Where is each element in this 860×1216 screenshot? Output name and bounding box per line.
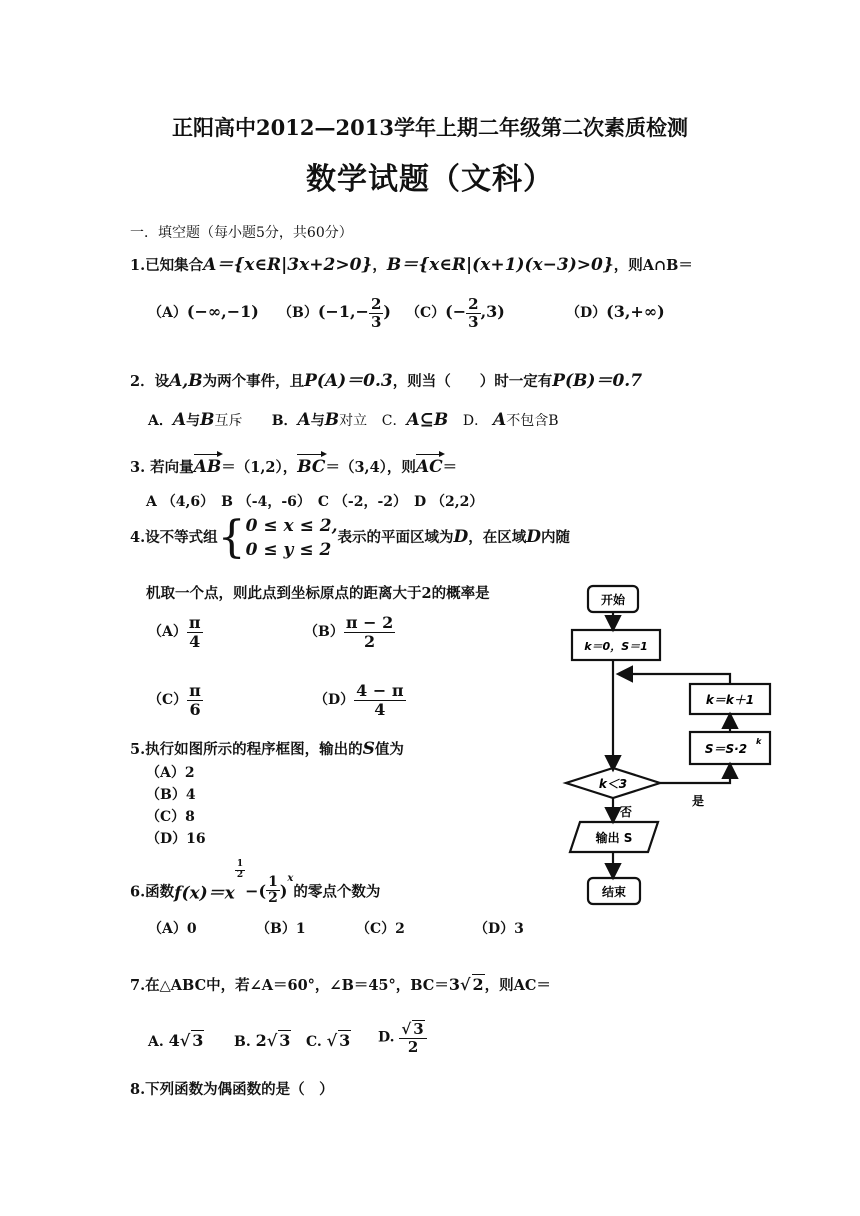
q2-var: A (493, 410, 507, 430)
q3-vector-bc-value: ＝（3,4），则 (325, 459, 416, 476)
q1-option-b-pre: (−1,− (317, 302, 369, 321)
q5-tail: 值为 (374, 741, 404, 758)
q4-inequality-2: 0 ≤ y ≤ 2 (245, 540, 332, 560)
q4-option-b-fraction (344, 614, 395, 650)
q1-option-a (148, 302, 259, 322)
q3-vector-ab: AB (193, 457, 222, 477)
q3-vector-ac-value: ＝ (442, 459, 458, 476)
question-7 (130, 974, 551, 995)
q1-set-a: A＝{x∈R|3x+2>0} (203, 255, 373, 275)
q6-stem: 6.函数 (130, 883, 175, 901)
q2-option-d-label: D． (462, 413, 489, 429)
q1-option-c-post: ,3) (480, 302, 505, 321)
q4-option-d-label: （D） (314, 692, 355, 709)
q1-option-b-fraction (369, 296, 383, 330)
q7-option-d-fraction (399, 1020, 426, 1055)
q5-option-a: （A）2 (146, 765, 195, 781)
flow-condition-label: k＜3 (598, 777, 628, 791)
q2-text: 与 (186, 413, 201, 429)
q4-option-b-label: （B） (304, 624, 344, 641)
q6-option-b: （B）1 (256, 921, 306, 937)
q4-line2: 机取一个点，则此点到坐标原点的距离大于2的概率是 (146, 585, 490, 602)
flow-yes-label: 是 (692, 794, 705, 808)
q1-option-c-fraction (466, 296, 480, 330)
q6-option-a: （A）0 (148, 921, 197, 937)
q4-option-b (304, 614, 395, 650)
flow-start-label: 开始 (600, 593, 626, 607)
q7-option-d (378, 1020, 427, 1055)
q1-tail: ，则A∩B＝ (613, 257, 693, 274)
flow-init-label: k＝0，S＝1 (584, 640, 648, 653)
q2-prob-a: P(A)＝0.3 (304, 371, 393, 391)
q2-text: 互斥 (214, 413, 243, 429)
question-6 (130, 860, 380, 907)
q3-vector-bc: BC (297, 457, 326, 477)
q1-option-d-label: （D） (566, 305, 607, 321)
q4-option-d-den: 4 (374, 699, 386, 719)
q1-option-c-num: 2 (468, 295, 479, 313)
q4-option-b-num: π − 2 (345, 613, 394, 632)
q4-option-c-fraction (187, 682, 203, 718)
q4-inequality-1: 0 ≤ x ≤ 2, (245, 516, 338, 536)
flow-update-exponent: k (756, 737, 762, 746)
question-3 (130, 456, 457, 477)
q1-option-b-post: ) (383, 302, 391, 321)
q5-option-b: （B）4 (146, 787, 196, 803)
q7-option-a-coef: 4 (168, 1031, 180, 1050)
program-flowchart (560, 580, 780, 920)
q7-option-a (148, 1030, 204, 1050)
q4-mid: 表示的平面区域为 (337, 529, 454, 546)
q1-option-b (278, 296, 391, 330)
flow-output-label: 输出 S (595, 831, 633, 845)
q7-option-b-radical: √ (266, 1031, 278, 1050)
q6-option-c: （C）2 (356, 921, 405, 937)
q2-option-c-label: C． (381, 413, 407, 429)
q7-option-d-radicand: 3 (413, 1020, 424, 1038)
q2-option-a-label: A． (148, 413, 173, 429)
q4-region: D (453, 527, 469, 547)
q4-left-brace: { (217, 512, 246, 563)
q7-option-d-num: √ 3 (399, 1020, 426, 1039)
q2-option-b-label: B． (271, 413, 298, 429)
q7-option-a-label: A. (148, 1034, 164, 1050)
q1-option-c-den: 3 (468, 312, 479, 331)
q2-stem: 2．设 (130, 373, 170, 390)
q6-paren: ) (279, 881, 288, 901)
q1-option-b-den: 3 (370, 312, 382, 331)
question-5 (130, 738, 404, 759)
q7-bc-radical: √ (459, 975, 471, 994)
q1-set-b: B＝{x∈R|(x+1)(x−3)>0} (386, 255, 614, 275)
q7-option-c (306, 1030, 351, 1050)
q7-option-a-radicand: 3 (192, 1031, 204, 1050)
q5-option-d: （D）16 (146, 831, 206, 847)
q4-mid2: ，在区域 (468, 529, 527, 546)
flow-increment-label: k＝k＋1 (705, 693, 755, 707)
q3-stem: 3. 若向量 (130, 459, 194, 476)
q4-option-c-num: π (189, 681, 201, 700)
q7-option-c-label: C. (306, 1034, 322, 1050)
q2-text: 不包含B (506, 413, 559, 429)
q4-stem: 4.设不等式组 (130, 529, 218, 546)
question-1 (130, 250, 693, 275)
q1-option-c (406, 296, 505, 330)
flow-end-label: 结束 (601, 885, 627, 899)
q4-option-d-fraction (354, 682, 405, 718)
q2-events: A,B (169, 371, 203, 391)
q6-exp-den: 2 (236, 869, 244, 880)
q2-options (148, 410, 559, 430)
question-8: 8.下列函数为偶函数的是（ ） (130, 1081, 334, 1098)
q7-option-d-den: 2 (407, 1037, 419, 1056)
q6-minus: −( (245, 881, 267, 901)
q3-options: A （4,6） B （-4，-6） C （-2，-2） D （2,2） (146, 494, 484, 510)
q4-option-c-den: 6 (189, 699, 201, 719)
section-heading: 一．填空题（每小题5分，共60分） (130, 225, 353, 241)
q7-option-c-radicand: 3 (339, 1031, 351, 1050)
q4-option-d-num: 4 − π (356, 681, 404, 700)
q7-bc-radicand: 2 (472, 975, 484, 994)
q4-option-a-fraction (187, 614, 203, 650)
q6-x-exponent: x (287, 872, 294, 884)
q1-option-a-value: (−∞,−1) (186, 302, 259, 321)
q6-tail: 的零点个数为 (293, 883, 381, 901)
q6-num: 1 (268, 874, 278, 890)
q5-stem: 5.执行如图所示的程序框图，输出的 (130, 741, 363, 758)
q1-option-c-label: （C） (406, 305, 446, 321)
q1-option-a-label: （A） (148, 305, 187, 321)
q4-option-c-label: （C） (148, 692, 188, 709)
q2-var: B (200, 410, 215, 430)
q4-option-a (148, 614, 203, 650)
q7-tail: ，则AC＝ (484, 977, 551, 994)
q4-option-a-num: π (188, 613, 201, 632)
q7-option-b-coef: 2 (255, 1031, 267, 1050)
q4-tail: 内随 (541, 529, 571, 546)
q3-vector-ab-value: ＝（1,2）， (221, 459, 298, 476)
q2-mid: 为两个事件，且 (202, 373, 305, 390)
q2-subset: A⊆B (406, 410, 449, 430)
q6-exponent (235, 860, 245, 881)
q6-option-d: （D）3 (474, 921, 524, 937)
q6-den: 2 (268, 890, 278, 907)
q4-region: D (526, 527, 542, 547)
q7-bc-coef: 3 (448, 975, 460, 994)
q7-option-b (234, 1030, 291, 1050)
q4-option-a-den: 4 (189, 631, 201, 651)
q7-stem: 7.在△ABC中，若∠A＝60°，∠B＝45°，BC＝ (130, 977, 449, 994)
q2-text: 与 (310, 413, 325, 429)
q6-function: f(x)＝x (174, 883, 235, 904)
q3-vector-ac: AC (415, 457, 443, 477)
q1-option-d (566, 302, 665, 322)
q2-text: 对立 (339, 413, 368, 429)
exam-subject-title: 数学试题（文科） (306, 162, 554, 197)
q1-option-d-value: (3,+∞) (606, 302, 665, 321)
q4-option-c (148, 682, 203, 718)
q5-var-s: S (362, 739, 375, 759)
q4-inequality-system (246, 514, 338, 562)
q7-option-b-radicand: 3 (279, 1031, 291, 1050)
q7-option-b-label: B. (234, 1034, 251, 1050)
q1-option-c-pre: (− (445, 302, 467, 321)
q1-option-b-num: 2 (370, 295, 382, 313)
question-4 (130, 514, 570, 562)
q1-sep: ， (372, 257, 387, 274)
q2-var: A (297, 410, 311, 430)
question-2 (130, 366, 642, 391)
flow-update-label: S＝S·2 (704, 742, 748, 756)
q1-stem: 1.已知集合 (130, 257, 204, 274)
q2-var: A (172, 410, 187, 430)
q6-fraction (266, 875, 280, 907)
q7-option-c-radical: √ (326, 1031, 338, 1050)
flow-no-label: 否 (620, 805, 633, 819)
q2-prob-b: P(B)＝0.7 (552, 371, 643, 391)
q4-option-a-label: （A） (148, 624, 187, 641)
q7-option-a-radical: √ (179, 1031, 191, 1050)
q2-mid2: ，则当（ ）时一定有 (392, 373, 553, 390)
q2-var: B (324, 410, 340, 430)
q5-option-c: （C）8 (146, 809, 195, 825)
q4-option-d (314, 682, 406, 718)
exam-header-title: 正阳高中2012—2013学年上期二年级第二次素质检测 (172, 115, 688, 140)
q6-exp-num: 1 (236, 859, 244, 869)
q4-option-b-den: 2 (363, 631, 376, 651)
q1-option-b-label: （B） (278, 305, 318, 321)
q7-option-d-label: D. (378, 1029, 395, 1046)
